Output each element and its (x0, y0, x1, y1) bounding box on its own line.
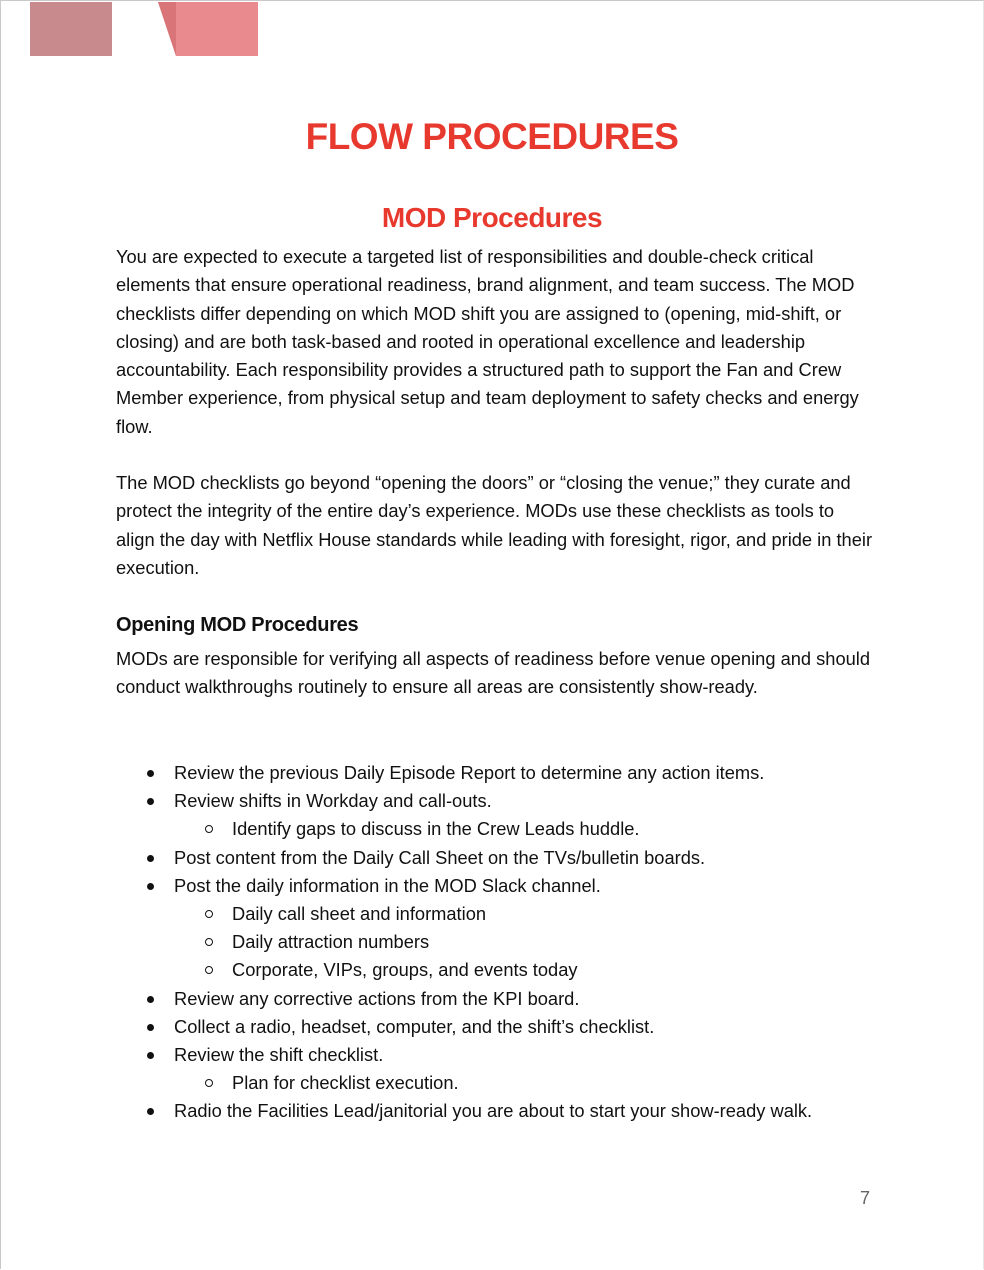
hollow-bullet-icon (205, 825, 213, 833)
hollow-bullet-icon (205, 938, 213, 946)
hollow-bullet-icon (205, 966, 213, 974)
checklist-subitem (0, 900, 984, 928)
checklist-item-text: Daily call sheet and information (232, 902, 487, 924)
filled-bullet-icon (147, 855, 154, 862)
decorative-ribbon-fold (158, 2, 176, 56)
checklist-item-text: Corporate, VIPs, groups, and events today (232, 959, 578, 981)
checklist-item-text: Post content from the Daily Call Sheet on the TVs/bulletin boards. (174, 846, 706, 868)
checklist-subitem (0, 928, 984, 956)
checklist-subitem (0, 1069, 984, 1097)
checklist-item (0, 872, 984, 900)
checklist-item (0, 759, 984, 787)
checklist-item (0, 1013, 984, 1041)
checklist-item-text: Review the previous Daily Episode Report to determine any action items. (174, 762, 765, 783)
checklist-item-text: Review the shift checklist. (174, 1043, 384, 1065)
decorative-ribbon-left (30, 2, 112, 56)
filled-bullet-icon (147, 1024, 154, 1031)
intro-paragraph-1: You are expected to execute a targeted list of responsibilities and double-check critical elements that ensure operational readiness, brand alignment, and team success. The MOD checklists differ depending on which MOD shift you are assigned to (opening, mid-shift, or closing) and are both task-based and rooted in operational excellence and leadership accountability. Each responsibility provides a structured path to support the Fan and Crew Member experience, from physical setup and team deployment to safety checks and energy flow. (116, 246, 859, 437)
checklist-item (0, 1041, 984, 1069)
intro-paragraph-2: The MOD checklists go beyond “opening the doors” or “closing the venue;” they curate and protect the integrity of the entire day’s experience. MODs use these checklists as tools to align the day with Netflix House standards while leading with foresight, rigor, and pride in their execution. (116, 472, 873, 578)
checklist-item (0, 985, 984, 1013)
page-title: FLOW PROCEDURES (305, 116, 679, 157)
opening-checklist (0, 759, 984, 1125)
checklist-item-text: Post the daily information in the MOD Slack channel. (174, 874, 601, 896)
subsection-heading: Opening MOD Procedures (116, 614, 359, 636)
checklist-item-text: Identify gaps to discuss in the Crew Leads huddle. (232, 818, 640, 840)
checklist-subitem (0, 815, 984, 843)
checklist-item-text: Plan for checklist execution. (232, 1072, 459, 1094)
hollow-bullet-icon (205, 910, 213, 918)
subsection-description: MODs are responsible for verifying all aspects of readiness before venue opening and should conduct walkthroughs routinely to ensure all areas are consistently show-ready. (116, 648, 871, 698)
checklist-item-text: Review shifts in Workday and call-outs. (174, 790, 492, 812)
filled-bullet-icon (147, 798, 154, 805)
checklist-item-text: Radio the Facilities Lead/janitorial you are about to start your show-ready walk. (174, 1100, 813, 1122)
filled-bullet-icon (147, 770, 154, 777)
checklist-item (0, 1097, 984, 1125)
filled-bullet-icon (147, 883, 154, 890)
checklist-subitem (0, 956, 984, 984)
section-title: MOD Procedures (381, 202, 603, 233)
filled-bullet-icon (147, 1052, 154, 1059)
checklist-item (0, 844, 984, 872)
filled-bullet-icon (147, 1108, 154, 1115)
checklist-item-text: Review any corrective actions from the KPI board. (174, 987, 580, 1009)
checklist-item-text: Daily attraction numbers (232, 931, 430, 953)
hollow-bullet-icon (205, 1079, 213, 1087)
checklist-item (0, 787, 984, 815)
page-number: 7 (859, 1188, 870, 1208)
checklist-item-text: Collect a radio, headset, computer, and the shift’s checklist. (174, 1015, 655, 1037)
filled-bullet-icon (147, 996, 154, 1003)
